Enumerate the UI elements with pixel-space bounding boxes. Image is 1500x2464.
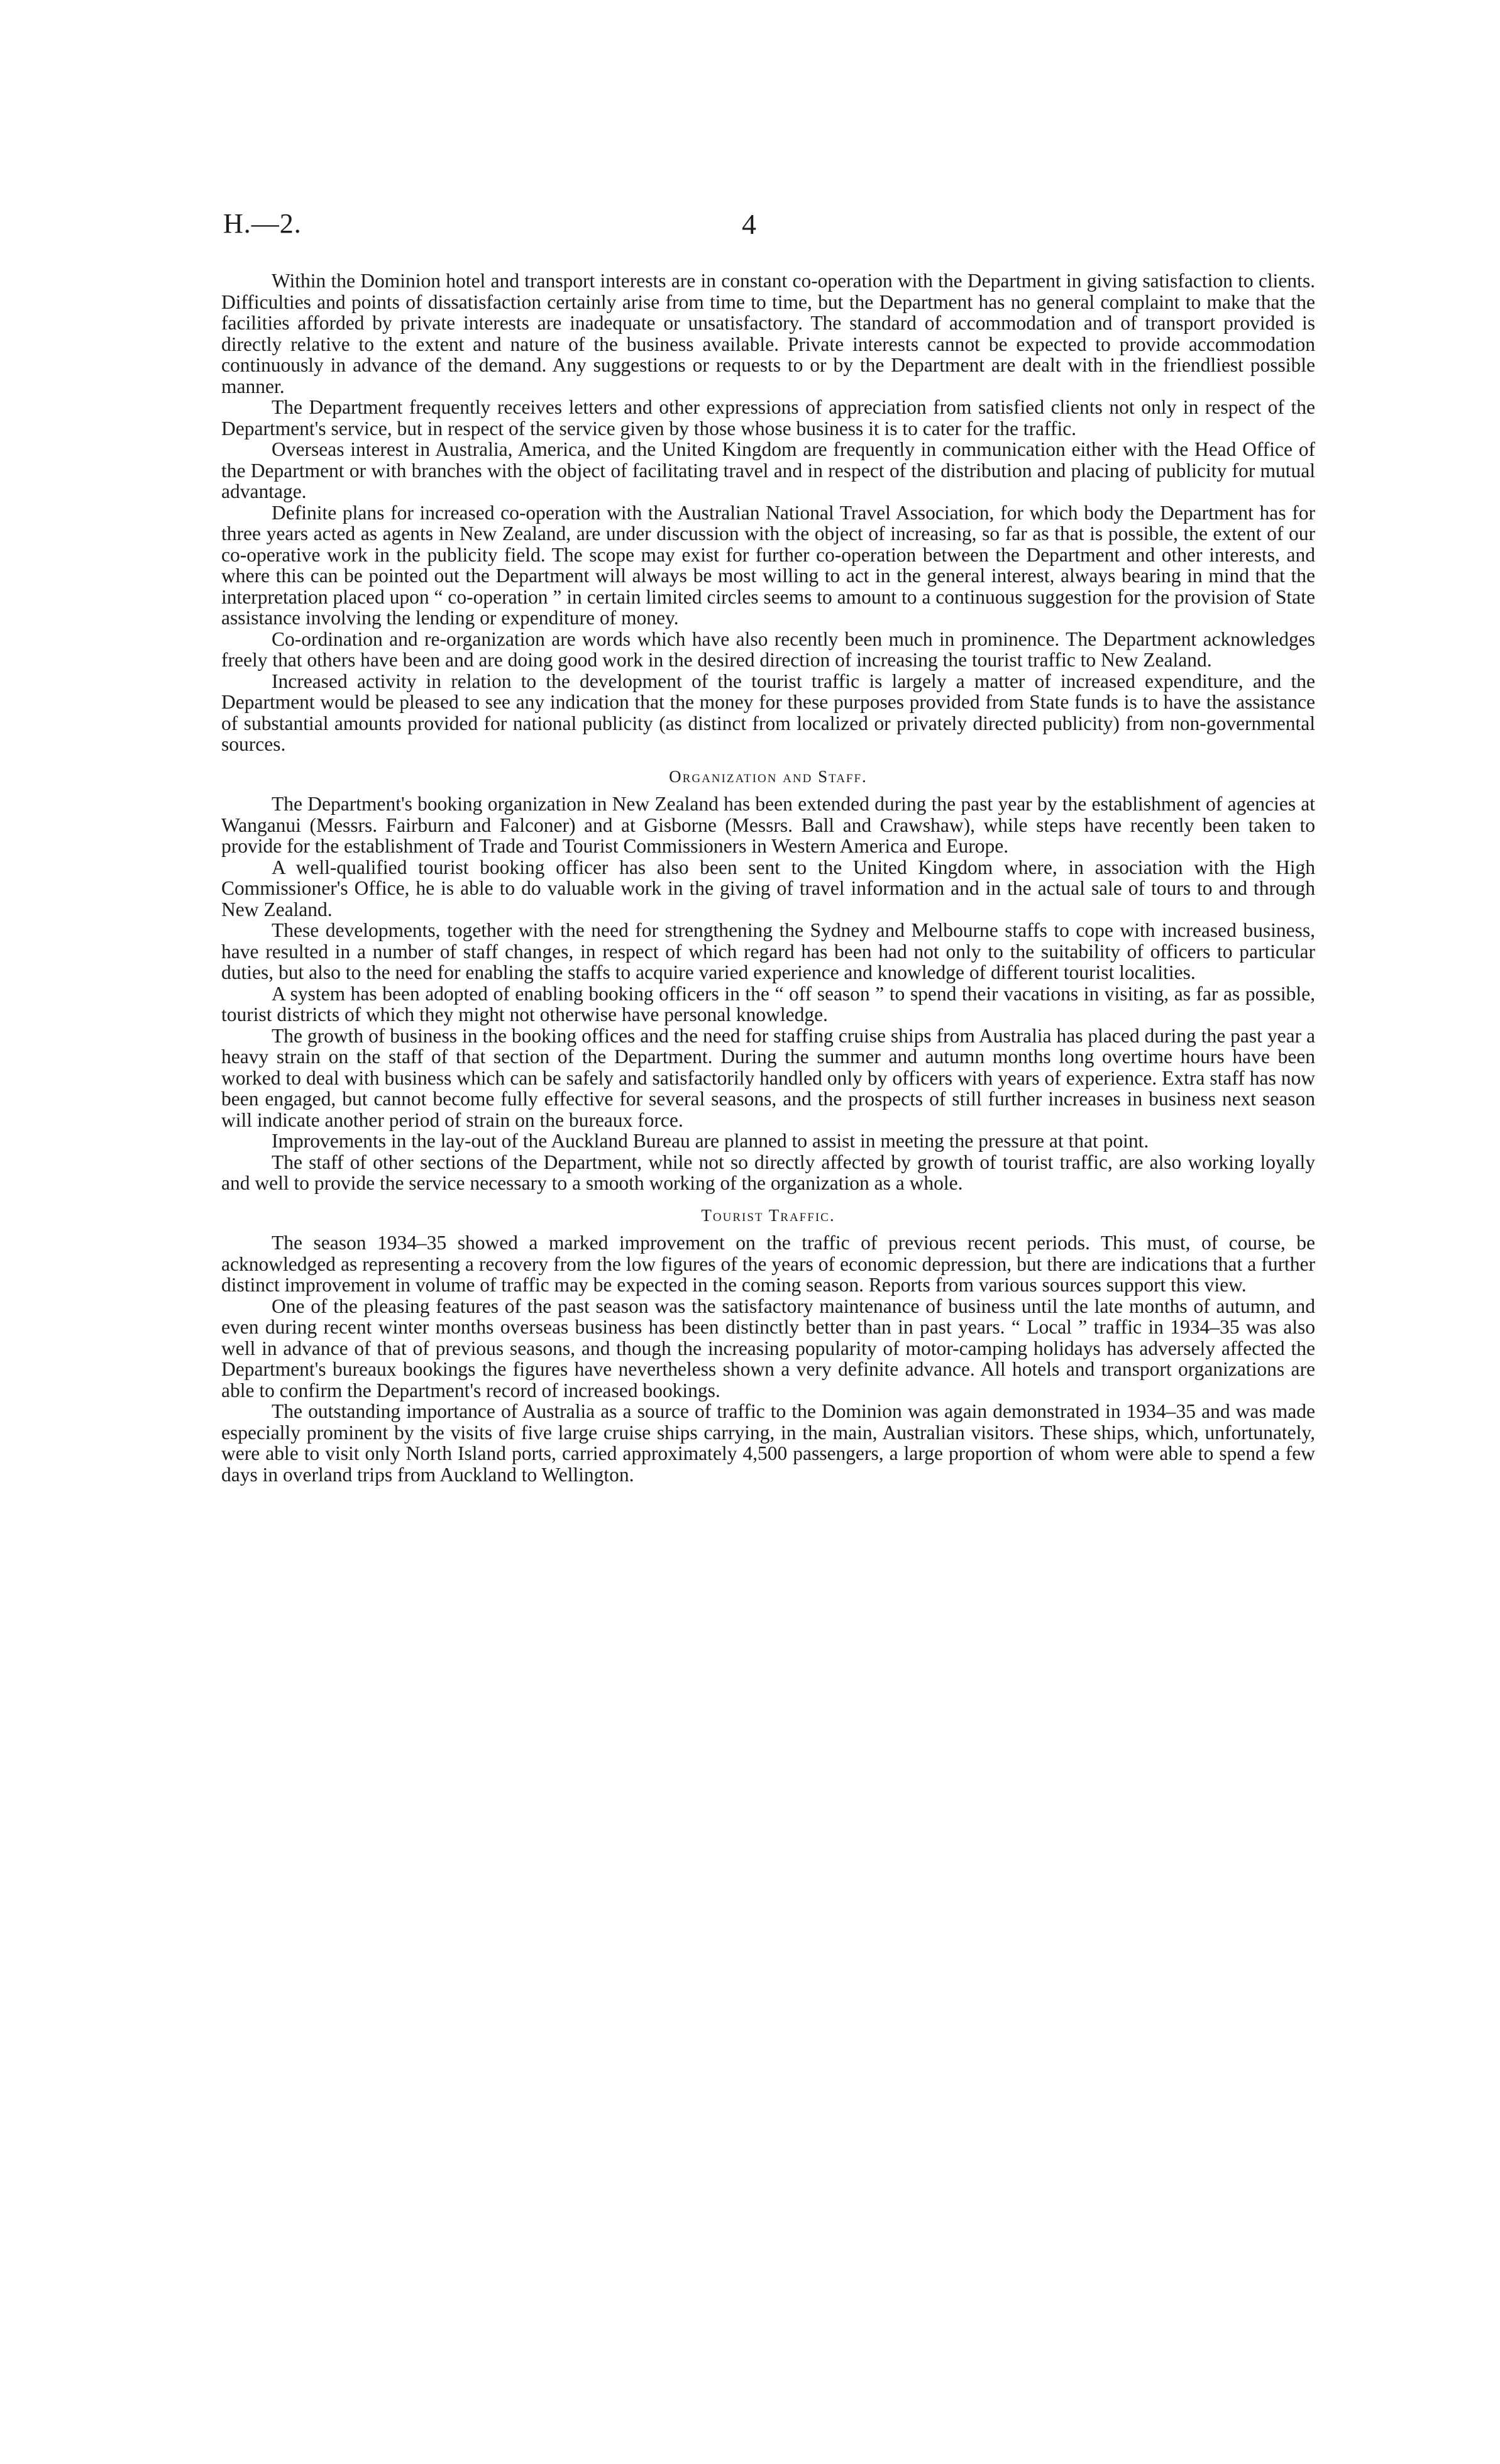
body-text <box>221 270 1315 1485</box>
paragraph: Overseas interest in Australia, America, and the United Kingdom are frequently in communication either with the Head Office of the Department or with branches with the object of facilitating travel and in respect of the distribution and placing of publicity for mutual advantage. <box>221 438 1315 502</box>
paragraph: The growth of business in the booking offices and the need for staffing cruise ships from Australia has placed during the past year a heavy strain on the staff of that section of the Department. During the summer and autumn months long overtime hours have been worked to deal with business which can be safely and satisfactorily handled only by officers with years of experience. Extra staff has now been engaged, but cannot become fully effective for several seasons, and the prospects of still further increases in business next season will indicate another period of strain on the bureaux force. <box>221 1024 1315 1131</box>
paragraph: The outstanding importance of Australia as a source of traffic to the Dominion was again demonstrated in 1934–35 and was made especially prominent by the visits of five large cruise ships carrying, in the main, Australian visitors. These ships, which, unfortunately, were able to visit only North Island ports, carried approximately 4,500 passengers, a large proportion of whom were able to spend a few days in overland trips from Auckland to Wellington. <box>221 1400 1315 1486</box>
paragraph: The Department's booking organization in New Zealand has been extended during the past year by the establishment of agencies at Wanganui (Messrs. Fairburn and Falconer) and at Gisborne (Messrs. Ball and Crawshaw), while steps have recently been taken to provide for the establishment of Trade and Tourist Commissioners in Western America and Europe. <box>221 793 1315 857</box>
paragraph: The season 1934–35 showed a marked improvement on the traffic of previous recent periods. This must, of course, be acknowledged as representing a recovery from the low figures of the years of economic depression, but there are indications that a further distinct improvement in volume of traffic may be expected in the coming season. Reports from various sources support this view. <box>221 1232 1315 1296</box>
paragraph: Co-ordination and re-organization are words which have also recently been much in prominence. The Department acknowledges freely that others have been and are doing good work in the desired direction of increasing the tourist traffic to New Zealand. <box>221 627 1315 671</box>
paragraph: The staff of other sections of the Department, while not so directly affected by growth of tourist traffic, are also working loyally and well to provide the service necessary to a smooth working of the organization as a whole. <box>221 1151 1315 1194</box>
paragraph: These developments, together with the need for strengthening the Sydney and Melbourne staffs to cope with increased business, have resulted in a number of staff changes, in respect of which regard has been had not only to the suitability of officers to particular duties, but also to the need for enabling the staffs to acquire varied experience and knowledge of different tourist localities. <box>221 919 1315 983</box>
paragraph: Within the Dominion hotel and transport interests are in constant co-operation with the Department in giving satisfaction to clients. Difficulties and points of dissatisfaction certainly arise from time to time, but the Department has no general complaint to make that the facilities afforded by private interests are inadequate or unsatisfactory. The standard of accommodation and of transport provided is directly relative to the extent and nature of the business available. Private interests cannot be expected to provide accommodation continuously in advance of the demand. Any suggestions or requests to or by the Department are dealt with in the friendliest possible manner. <box>221 270 1315 397</box>
paragraph: Improvements in the lay-out of the Auckland Bureau are planned to assist in meeting the pressure at that point. <box>272 1130 1149 1152</box>
paragraph: A system has been adopted of enabling booking officers in the “ off season ” to spend their vacations in visiting, as far as possible, tourist districts of which they might not otherwise have personal knowledge. <box>221 982 1315 1025</box>
paragraph: Increased activity in relation to the development of the tourist traffic is largely a matter of increased expenditure, and the Department would be pleased to see any indication that the money for these purposes provided from State funds is to have the assistance of substantial amounts provided for national publicity (as distinct from localized or privately directed publicity) from non-governmental sources. <box>221 670 1315 755</box>
section-heading-organization: Organization and Staff. <box>669 766 868 786</box>
paragraph: A well-qualified tourist booking officer has also been sent to the United Kingdom where, in association with the High Commissioner's Office, he is able to do valuable work in the giving of travel information and in the actual sale of tours to and through New Zealand. <box>221 856 1315 920</box>
paragraph: The Department frequently receives letters and other expressions of appreciation from satisfied clients not only in respect of the Department's service, but in respect of the service given by those whose business it is to cater for the traffic. <box>221 396 1315 439</box>
document-reference: H.—2. <box>223 208 302 239</box>
section-heading-tourist-traffic: Tourist Traffic. <box>701 1205 835 1225</box>
paragraph: Definite plans for increased co-operation with the Australian National Travel Association, for which body the Department has for three years acted as agents in New Zealand, are under discussion with the object of increasing, so far as that is possible, the extent of our co-operative work in the publicity field. The scope may exist for further co-operation between the Department and other interests, and where this can be pointed out the Department will always be most willing to act in the general interest, always bearing in mind that the interpretation placed upon “ co-operation ” in certain limited circles seems to amount to a continuous suggestion for the provision of State assistance involving the lending or expenditure of money. <box>221 501 1315 629</box>
paragraph: One of the pleasing features of the past season was the satisfactory maintenance of business until the late months of autumn, and even during recent winter months overseas business has been distinctly better than in past years. “ Local ” traffic in 1934–35 was also well in advance of that of previous seasons, and though the increasing popularity of motor-camping holidays has adversely affected the Department's bureaux bookings the figures have nevertheless shown a very definite advance. All hotels and transport organizations are able to confirm the Department's record of increased bookings. <box>221 1295 1315 1401</box>
page-number: 4 <box>742 208 756 240</box>
